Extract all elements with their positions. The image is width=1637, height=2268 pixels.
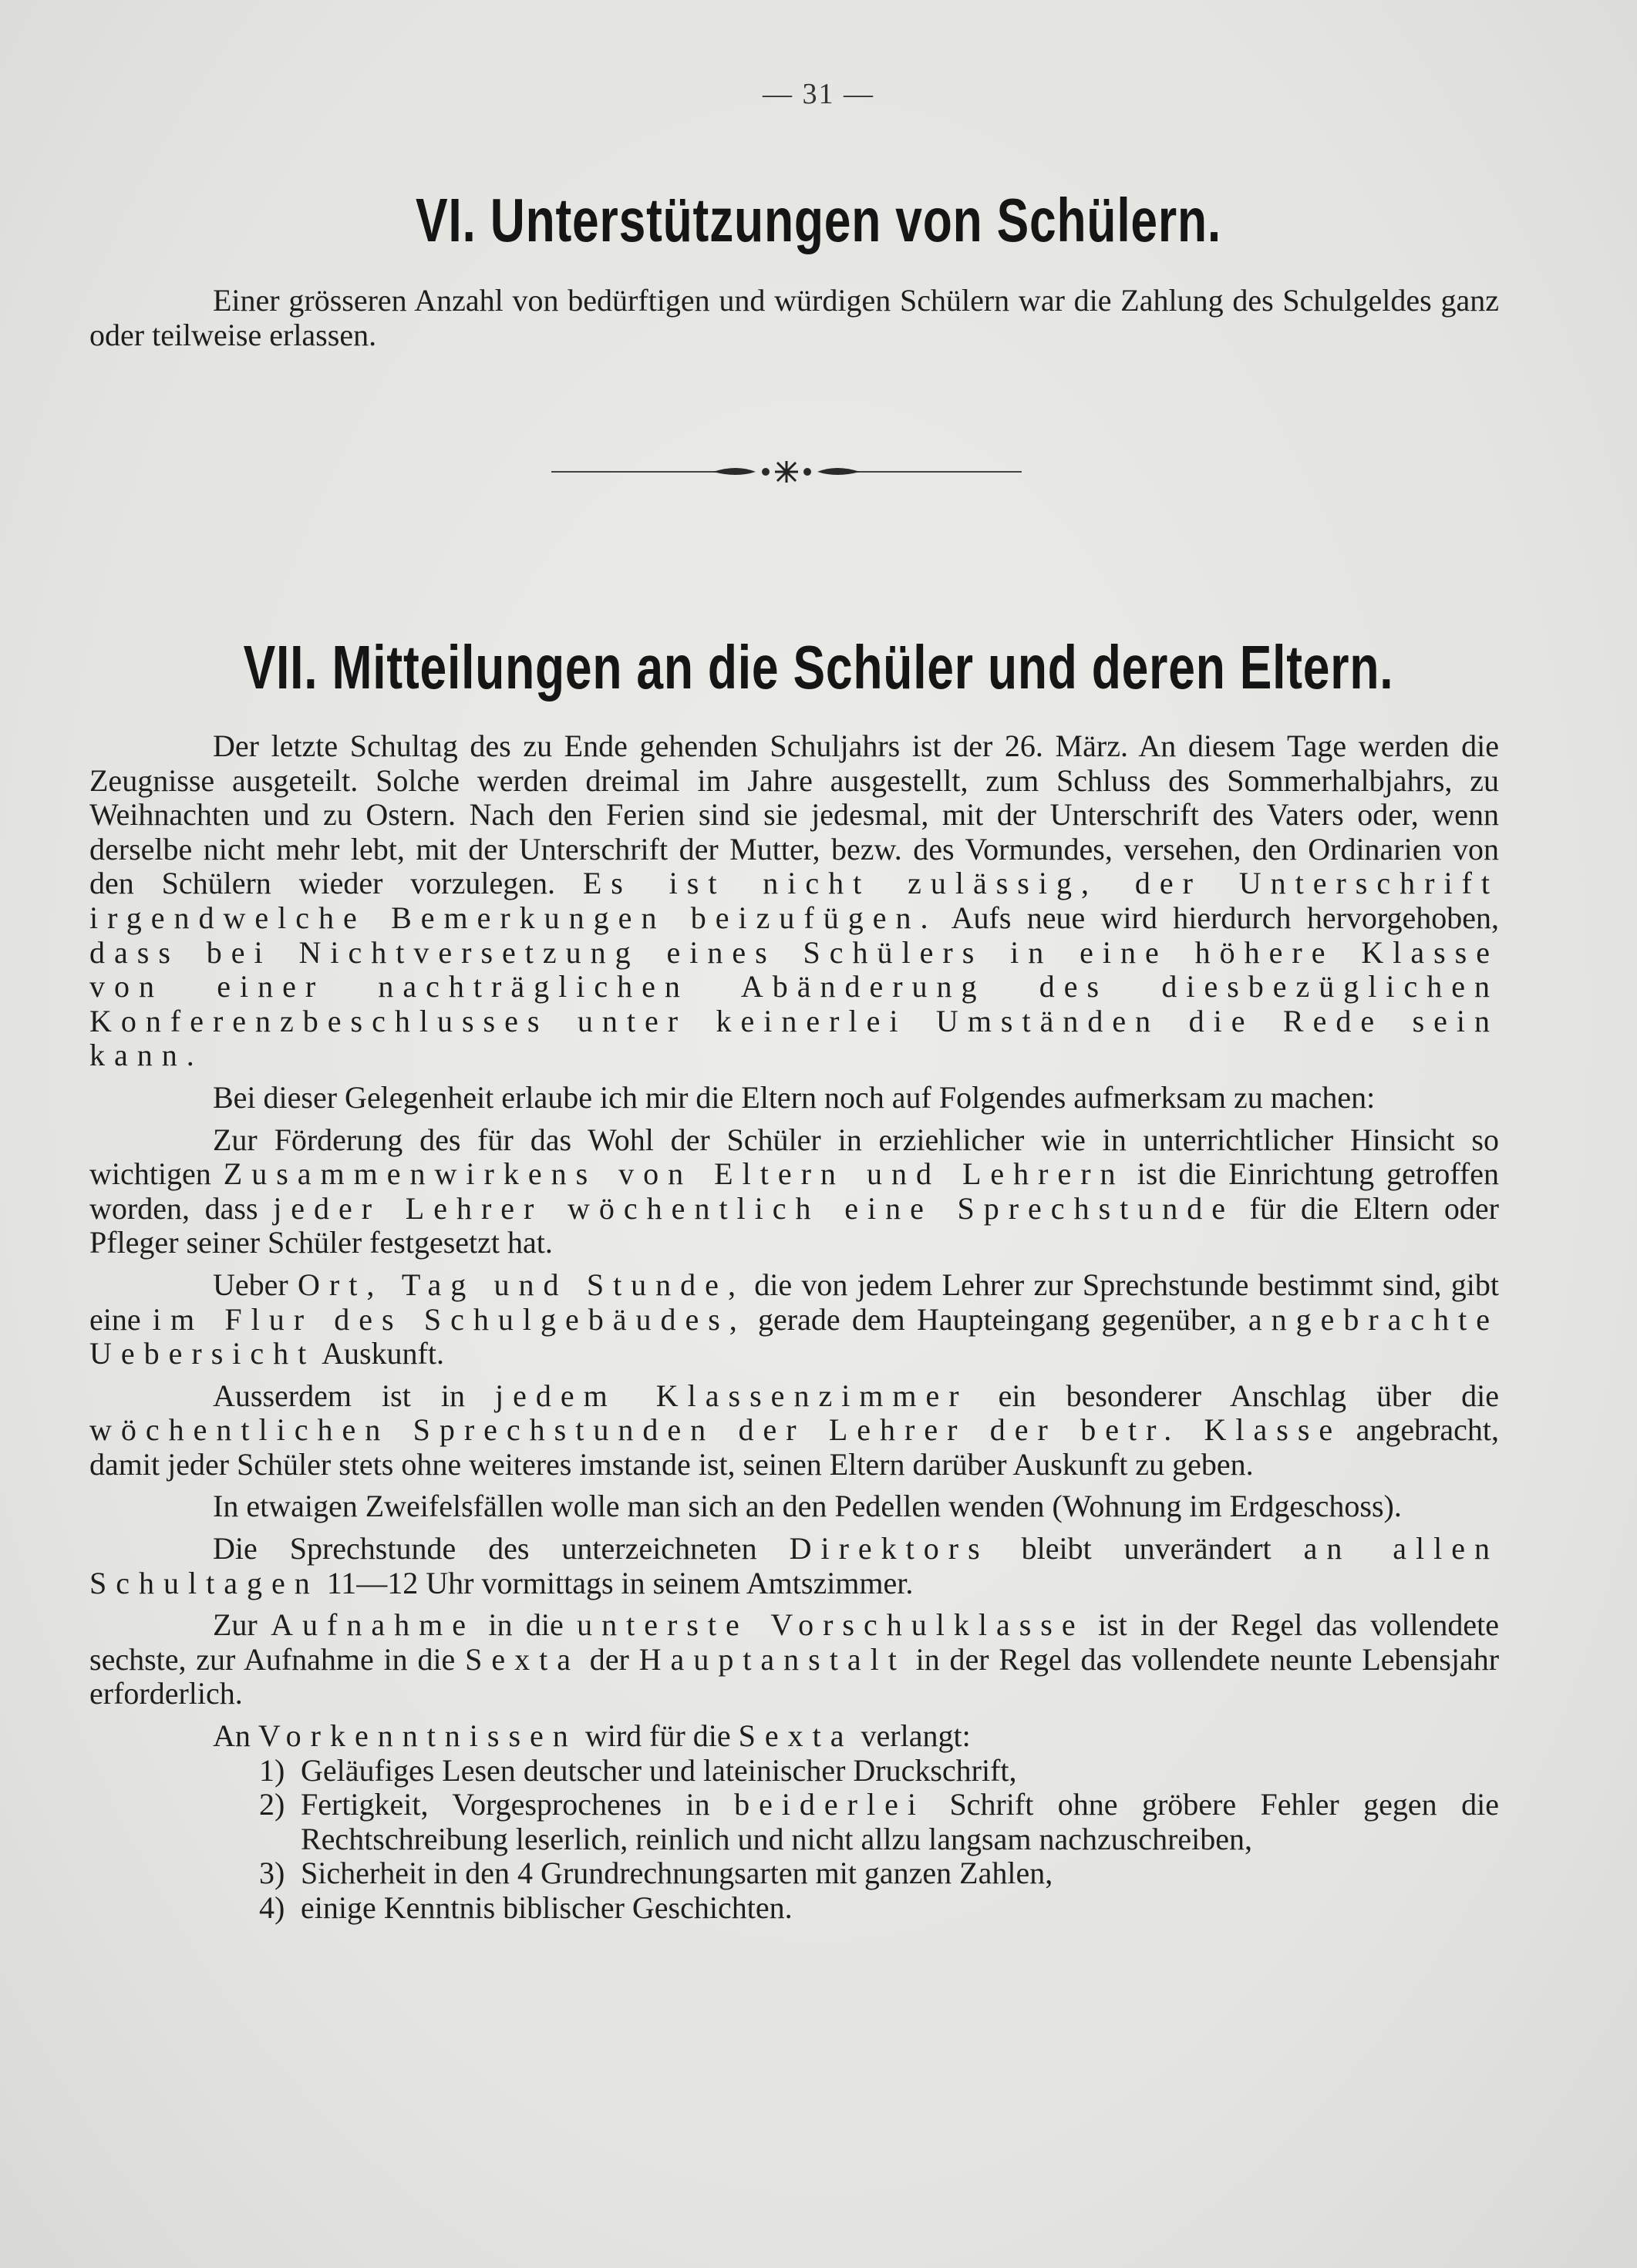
paragraph: Einer grösseren Anzahl von bedürftigen und würdigen Schülern war die Zahlung des Schulgeldes ganz oder teilweise erlassen. bbox=[89, 283, 1499, 352]
list-item: 3) Sicherheit in den 4 Grundrechnungsarten mit ganzen Zahlen, bbox=[259, 1856, 1053, 1891]
section-vi-body bbox=[89, 284, 1499, 360]
paragraph-zusammenwirken: Zur Förderung des für das Wohl der Schüler in erziehlicher wie in unterrichtlicher Hinsicht so wichtigen Zusammenwirkens von Eltern und Lehrern ist die Einrichtung getroffen worden, dass jeder Lehrer wöchentlich eine Sprechstunde für die Eltern oder Pfleger seiner Schüler festgesetzt hat. bbox=[89, 1122, 1500, 1260]
paragraph-klassenzimmer: Ausserdem ist in jedem Klassenzimmer ein besonderer Anschlag über die wöchentlichen Sprechstunden der Lehrer der betr. Klasse angebracht, damit jeder Schüler stets ohne weiteres imstande ist, seinen Eltern darüber Auskunft zu geben. bbox=[89, 1378, 1500, 1482]
paragraph-uebersicht: Ueber Ort, Tag und Stunde, die von jedem Lehrer zur Sprechstunde bestimmt sind, gibt eine im Flur des Schulgebäudes, gerade dem Haupteingang gegenüber, angebrachte Uebersicht Auskunft. bbox=[89, 1267, 1500, 1371]
list-item: 4) einige Kenntnis biblischer Geschichten. bbox=[259, 1890, 793, 1925]
paragraph-zeugnisse: Der letzte Schultag des zu Ende gehenden Schuljahrs ist der 26. März. An diesem Tage werden die Zeugnisse ausgeteilt. Solche werden dreimal im Jahre ausgestellt, zum Schluss des Sommerhalbjahrs, zu Weihnachten und zu Ostern. Nach den Ferien sind sie jedesmal, mit der Unterschrift des Vaters oder, wenn derselbe nicht mehr lebt, mit der Unterschrift der Mutter, bezw. des Vormundes, versehen, den Ordinarien von den Schülern wieder vorzulegen. Es ist nicht zulässig, der Unterschrift irgendwelche Bemerkungen beizufügen. Aufs neue wird hierdurch hervorgehoben, dass bei Nichtversetzung eines Schülers in eine höhere Klasse von einer nachträglichen Abänderung des diesbezüglichen Konferenzbeschlusses unter keinerlei Umständen die Rede sein kann. bbox=[89, 729, 1500, 1073]
list-item: 2) Fertigkeit, Vorgesprochenes in beiderlei Schrift ohne gröbere Fehler gegen die Rechtschreibung leserlich, reinlich und nicht allzu langsam nachzuschreiben, bbox=[259, 1787, 1500, 1856]
paragraph-direktor: Die Sprechstunde des unterzeichneten Direktors bleibt unverändert an allen Schultagen 11—12 Uhr vormittags in seinem Amtszimmer. bbox=[89, 1531, 1500, 1600]
ornament-divider bbox=[551, 456, 1022, 487]
section-heading-vii: VII. Mitteilungen an die Schüler und deren Eltern. bbox=[243, 633, 1394, 702]
page-number: — 31 — bbox=[763, 78, 874, 110]
requirements-list bbox=[89, 1754, 1499, 1926]
paragraph-vorkenntnisse: An Vorkenntnissen wird für die Sexta verlangt: bbox=[213, 1718, 971, 1754]
section-heading-vi: VI. Unterstützungen von Schülern. bbox=[415, 186, 1222, 254]
section-vii-body bbox=[89, 729, 1499, 1926]
paragraph-pedell: In etwaigen Zweifelsfällen wolle man sich an den Pedellen wenden (Wohnung im Erdgeschoss). bbox=[213, 1489, 1402, 1524]
list-item: 1) Geläufiges Lesen deutscher und lateinischer Druckschrift, bbox=[259, 1752, 1017, 1788]
paragraph-hinweis: Bei dieser Gelegenheit erlaube ich mir die Eltern noch auf Folgendes aufmerksam zu machen: bbox=[213, 1079, 1376, 1115]
paragraph-aufnahme: Zur Aufnahme in die unterste Vorschulklasse ist in der Regel das vollendete sechste, zur Aufnahme in die Sexta der Hauptanstalt in der Regel das vollendete neunte Lebensjahr erforderlich. bbox=[89, 1607, 1500, 1711]
